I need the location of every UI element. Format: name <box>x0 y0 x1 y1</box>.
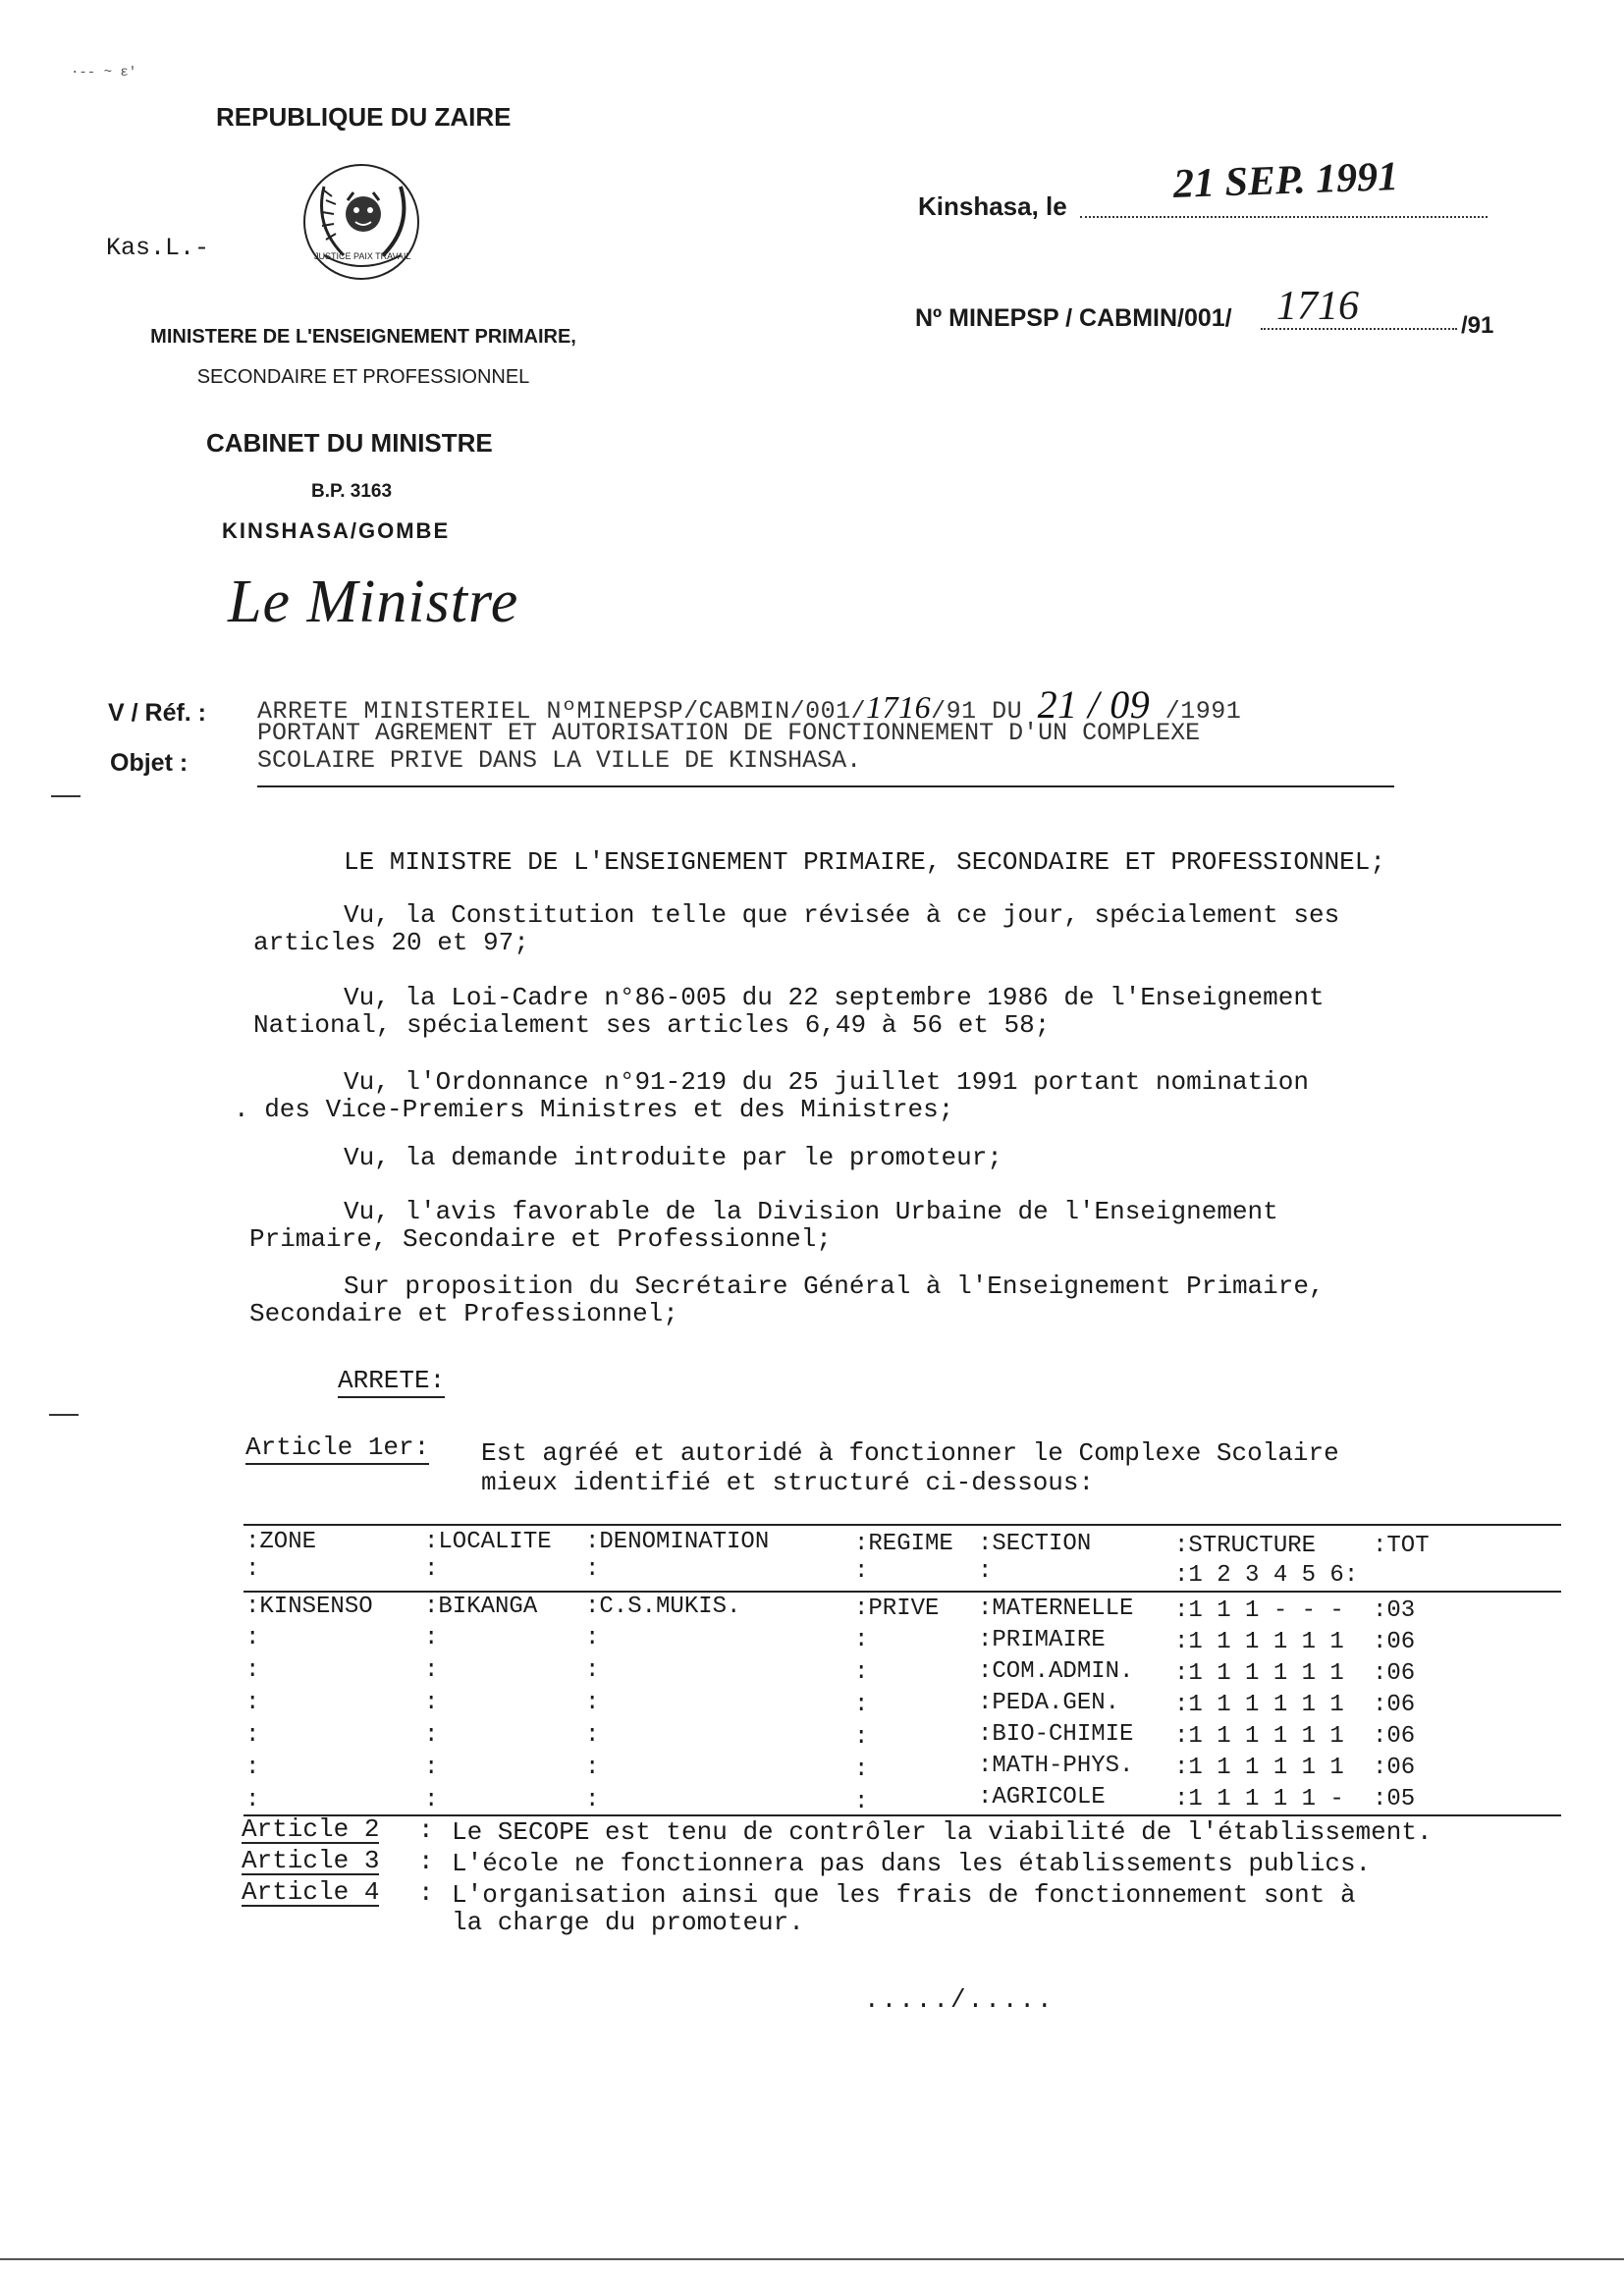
vu-constitution-1: Vu, la Constitution telle que révisée à ce jour, spécialement ses <box>344 900 1340 930</box>
section-structure: :1 1 1 1 1 - <box>1174 1786 1344 1812</box>
header-section: :SECTION <box>978 1531 1092 1557</box>
section-structure: :1 1 1 - - - <box>1174 1597 1344 1624</box>
section-structure: :1 1 1 1 1 1 <box>1174 1629 1344 1655</box>
article-4-text-2: la charge du promoteur. <box>452 1908 804 1937</box>
section-total: :05 <box>1373 1786 1416 1812</box>
header-regime: :REGIME <box>854 1531 953 1557</box>
row-localite: :BIKANGA <box>424 1594 538 1620</box>
postal-box: B.P. 3163 <box>311 481 393 502</box>
article-4-text-1: L'organisation ainsi que les frais de fonctionnement sont à <box>452 1880 1356 1910</box>
article-row <box>242 1848 1597 1879</box>
article-1-text-2: mieux identifié et structuré ci-dessous: <box>481 1468 1095 1497</box>
vu-constitution-2: articles 20 et 97; <box>253 928 529 957</box>
place-label: Kinshasa, le <box>918 191 1067 221</box>
article-row <box>242 1879 1597 1938</box>
section-structure: :1 1 1 1 1 1 <box>1174 1723 1344 1750</box>
reference-number: 1716 <box>1276 284 1359 329</box>
section-structure: :1 1 1 1 1 1 <box>1174 1692 1344 1718</box>
section-total: :06 <box>1373 1629 1416 1655</box>
document-date: 21 SEP. 1991 <box>1172 154 1399 207</box>
emblem-icon <box>285 157 442 285</box>
vu-loi-cadre-2: National, spécialement ses articles 6,49 à 56 et 58; <box>253 1010 1051 1040</box>
header-structure-sub: :1 2 3 4 5 6: <box>1174 1562 1359 1589</box>
header-zone: :ZONE <box>245 1529 317 1555</box>
header-localite: :LOCALITE <box>424 1529 552 1555</box>
section-total: :06 <box>1373 1723 1416 1750</box>
vu-ordonnance-1: Vu, l'Ordonnance n°91-219 du 25 juillet 1991 portant nomination <box>344 1067 1309 1097</box>
ministry-name-line1: MINISTERE DE L'ENSEIGNEMENT PRIMAIRE, <box>150 326 576 348</box>
objet-underline <box>257 785 1394 787</box>
header-colon: : <box>424 1556 439 1583</box>
ministry-name <box>137 317 589 398</box>
sur-proposition-2: Secondaire et Professionnel; <box>249 1299 678 1328</box>
vref-text-a: ARRETE MINISTERIEL NºMINEPSP/CABMIN/001/ <box>257 697 867 726</box>
header-denomination: :DENOMINATION <box>585 1529 770 1555</box>
vref-day: 21 <box>1037 682 1078 727</box>
vu-loi-cadre-1: Vu, la Loi-Cadre n°86-005 du 22 septembre 1986 de l'Enseignement <box>344 983 1325 1012</box>
margin-mark <box>51 795 81 797</box>
objet-line2: SCOLAIRE PRIVE DANS LA VILLE DE KINSHASA. <box>257 746 862 775</box>
ministry-name-line2: SECONDAIRE ET PROFESSIONNEL <box>196 366 530 388</box>
section-name: :PRIMAIRE <box>978 1627 1106 1653</box>
column-separator: : : : : : : <box>585 1625 600 1813</box>
header-colon: : <box>245 1556 260 1583</box>
article-2-text: Le SECOPE est tenu de contrôler la viabilité de l'établissement. <box>452 1817 1433 1847</box>
header-colon: : <box>978 1558 993 1585</box>
objet-line1: PORTANT AGREMENT ET AUTORISATION DE FONCTIONNEMENT D'UN COMPLEXE <box>257 719 1201 747</box>
vref-year: /1991 <box>1150 697 1242 726</box>
section-name: :COM.ADMIN. <box>978 1658 1134 1685</box>
minister-declaration: LE MINISTRE DE L'ENSEIGNEMENT PRIMAIRE, SECONDAIRE ET PROFESSIONNEL; <box>344 847 1385 877</box>
vref-label: V / Réf. : <box>108 699 207 727</box>
row-denomination: :C.S.MUKIS. <box>585 1594 741 1620</box>
header-colon: : <box>854 1558 869 1585</box>
republic-title: REPUBLIQUE DU ZAIRE <box>216 102 512 132</box>
column-separator: : : : : : : <box>245 1625 260 1813</box>
section-total: :06 <box>1373 1755 1416 1781</box>
vref-number: 1716 <box>866 689 932 725</box>
header-tot: :TOT <box>1373 1533 1430 1559</box>
vref-text-b: /91 DU <box>931 697 1038 726</box>
row-zone: :KINSENSO <box>245 1594 373 1620</box>
section-name: :AGRICOLE <box>978 1784 1106 1811</box>
city-district: KINSHASA/GOMBE <box>222 518 451 543</box>
vu-avis-2: Primaire, Secondaire et Professionnel; <box>249 1224 832 1254</box>
article-1-label: Article 1er: <box>245 1434 429 1465</box>
arrete-heading: ARRETE: <box>338 1367 445 1398</box>
section-name: :PEDA.GEN. <box>978 1690 1120 1716</box>
top-margin-mark: ·-- ~ ɛ' <box>71 65 137 81</box>
article-1-text-1: Est agréé et autoridé à fonctionner le Complexe Scolaire <box>481 1438 1339 1468</box>
article-4-separator: : <box>418 1878 434 1908</box>
section-total: :03 <box>1373 1597 1416 1624</box>
vref-sep: / <box>1077 682 1110 727</box>
article-4-label: Article 4 <box>242 1877 380 1907</box>
reference-initials: Kas.L.- <box>106 234 210 262</box>
header-colon: : <box>585 1556 600 1583</box>
section-structure: :1 1 1 1 1 1 <box>1174 1755 1344 1781</box>
school-structure-table <box>244 1524 1561 1818</box>
article-2-separator: : <box>418 1815 434 1845</box>
section-structure: :1 1 1 1 1 1 <box>1174 1660 1344 1687</box>
column-separator: : : : : : : <box>424 1625 439 1813</box>
section-name: :MATERNELLE <box>978 1596 1134 1622</box>
cabinet-title: CABINET DU MINISTRE <box>206 428 493 458</box>
vu-ordonnance-2: . des Vice-Premiers Ministres et des Ministres; <box>234 1095 954 1124</box>
article-3-separator: : <box>418 1847 434 1876</box>
sur-proposition-1: Sur proposition du Secrétaire Général à l'Enseignement Primaire, <box>344 1271 1325 1301</box>
minister-title-script: Le Ministre <box>228 568 519 635</box>
article-2-label: Article 2 <box>242 1814 380 1844</box>
row-regime: :PRIVE <box>854 1596 940 1622</box>
section-name: :MATH-PHYS. <box>978 1753 1134 1779</box>
reference-suffix: /91 <box>1461 312 1494 339</box>
vu-avis-1: Vu, l'avis favorable de la Division Urbaine de l'Enseignement <box>344 1197 1278 1226</box>
header-structure: :STRUCTURE <box>1174 1533 1317 1559</box>
article-row <box>242 1816 1597 1848</box>
section-total: :06 <box>1373 1660 1416 1687</box>
reference-prefix: Nº MINEPSP / CABMIN/001/ <box>915 304 1232 332</box>
article-3-text: L'école ne fonctionnera pas dans les établissements publics. <box>452 1849 1372 1878</box>
page-continuation-marker: ...../..... <box>864 1985 1055 2015</box>
page-bottom-edge <box>0 2258 1624 2260</box>
emblem-motto: JUSTICE PAIX TRAVAIL <box>314 251 411 261</box>
vu-demande: Vu, la demande introduite par le promoteur; <box>344 1143 1002 1172</box>
article-3-label: Article 3 <box>242 1846 380 1875</box>
margin-mark <box>49 1414 79 1416</box>
articles-block <box>242 1816 1597 1938</box>
column-separator: : : : : : : <box>854 1627 869 1815</box>
section-name: :BIO-CHIMIE <box>978 1721 1134 1748</box>
section-total: :06 <box>1373 1692 1416 1718</box>
vref-month: 09 <box>1110 682 1151 727</box>
objet-label: Objet : <box>110 749 189 777</box>
coat-of-arms-emblem <box>285 157 442 285</box>
